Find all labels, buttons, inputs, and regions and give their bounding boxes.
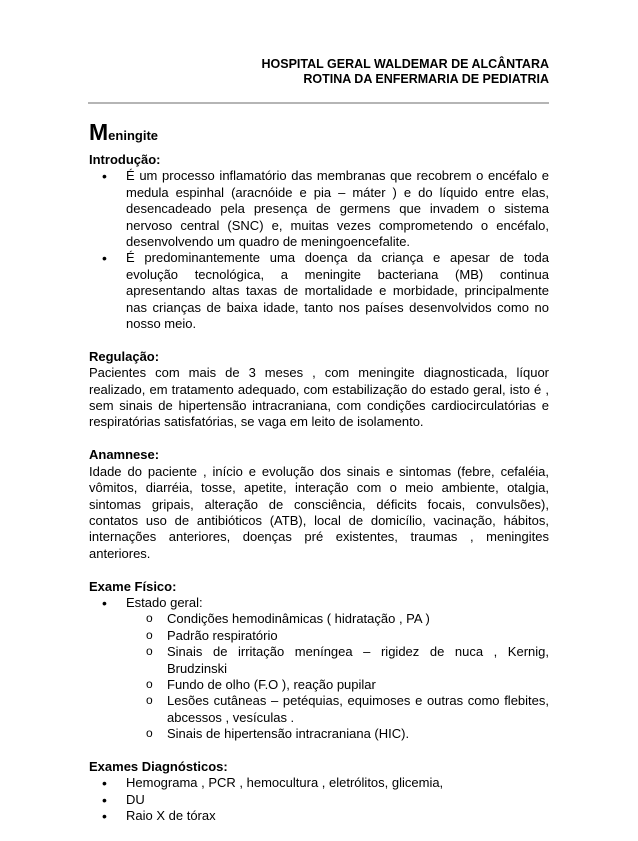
- sub-list-item: o Sinais de irritação meníngea – rigidez de nuca , Kernig, Brudzinski: [89, 644, 549, 677]
- section-heading: Introdução:: [89, 152, 161, 167]
- routine-name: ROTINA DA ENFERMARIA DE PEDIATRIA: [303, 72, 549, 86]
- section-regulacao: [89, 349, 549, 431]
- document-body: [89, 152, 549, 841]
- sub-list-item: o Padrão respiratório: [89, 628, 549, 644]
- section-heading: Regulação:: [89, 348, 160, 364]
- sub-list-item: o Lesões cutâneas – petéquias, equimoses e outras como flebites, abcessos , vesículas .: [89, 693, 549, 726]
- sub-list-item: o Fundo de olho (F.O ), reação pupilar: [89, 677, 549, 693]
- sub-list-item: o Condições hemodinâmicas ( hidratação , PA ): [89, 611, 549, 627]
- title-initial: M: [89, 119, 109, 145]
- section-heading: Exames Diagnósticos:: [89, 758, 228, 774]
- list-item: • É um processo inflamatório das membranas que recobrem o encéfalo e medula espinhal (aracnóide e pia – máter ) e do líquido entre elas, desencadeado pela presença de germens que invadem o sistema nervoso central (SNC) e, muitas vezes comprometendo o encéfalo, desenvolvendo um quadro de meningoencefalite.: [89, 168, 549, 250]
- list-item: • Raio X de tórax: [89, 808, 549, 824]
- title-rest: eningite: [108, 128, 159, 143]
- header-divider: [88, 102, 549, 104]
- paragraph: Idade do paciente , início e evolução dos sinais e sintomas (febre, cefaléia, vômitos, diarréia, tosse, apetite, interação com o meio ambiente, otalgia, sintomas gripais, alteração de consciência, déficits focais, convulsões), contatos uso de antibióticos (ATB), local de domicílio, vacinação, hábitos, internações anteriores, doenças pré existentes, traumas , meningites anteriores.: [89, 463, 549, 561]
- bullet-list: [89, 168, 549, 332]
- bullet-list: [89, 775, 549, 824]
- section-anamnese: [89, 447, 549, 562]
- list-item: • Estado geral:: [89, 595, 549, 611]
- list-item: • DU: [89, 792, 549, 808]
- bullet-list: [89, 595, 549, 611]
- sub-list-item: o Sinais de hipertensão intracraniana (HIC).: [89, 726, 549, 742]
- section-introducao: [89, 152, 549, 332]
- paragraph: Pacientes com mais de 3 meses , com meningite diagnosticada, líquor realizado, em tratamento adequado, com estabilização do estado geral, isto é , sem sinais de hipertensão intracraniana, com condições cardiocirculatórias e respiratórias satisfatórias, se vaga em leito de isolamento.: [89, 365, 549, 430]
- section-exames-diagnosticos: [89, 759, 549, 825]
- list-item: • É predominantemente uma doença da criança e apesar de toda evolução tecnológica, a meningite bacteriana (MB) continua apresentando altas taxas de mortalidade e morbidade, principalmente nas crianças de baixa idade, tanto nos países desenvolvidos como no nosso meio.: [89, 250, 549, 332]
- section-exame-fisico: [89, 579, 549, 743]
- section-heading: Exame Físico:: [89, 578, 177, 594]
- page-title: [89, 119, 159, 145]
- list-item: • Hemograma , PCR , hemocultura , eletrólitos, glicemia,: [89, 775, 549, 791]
- section-heading: Anamnese:: [89, 447, 160, 463]
- hospital-name: HOSPITAL GERAL WALDEMAR DE ALCÂNTARA: [261, 57, 549, 71]
- document-header: [262, 57, 550, 87]
- sub-bullet-list: [89, 611, 549, 742]
